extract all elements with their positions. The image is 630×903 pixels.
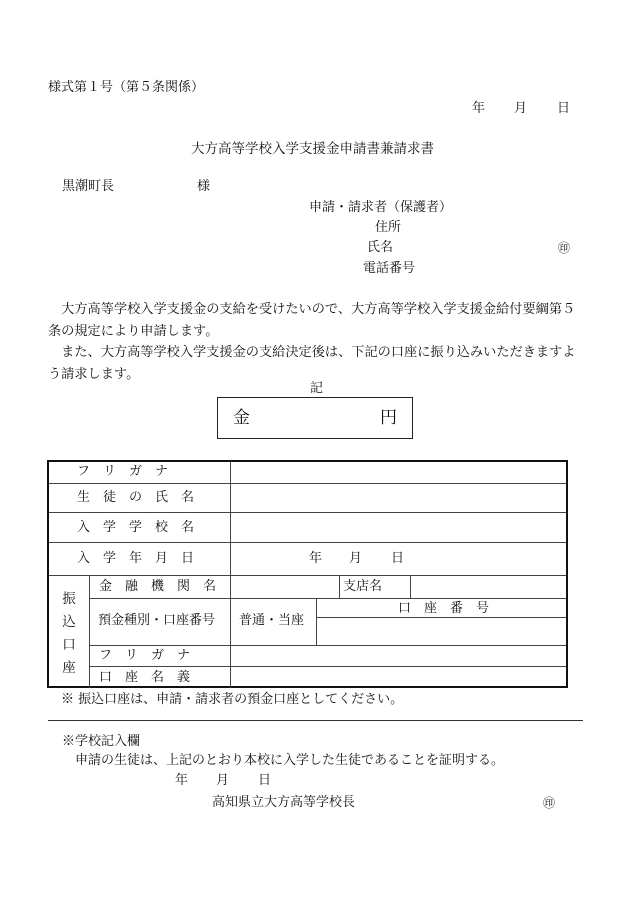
entry-month-label: 月 xyxy=(349,551,363,566)
furigana-label: フ リ ガ ナ xyxy=(77,464,169,479)
table-row-divider xyxy=(49,512,566,513)
school-section-heading: ※学校記入欄 xyxy=(62,734,141,749)
account-furigana-label: フ リ ガ ナ xyxy=(99,648,191,663)
applicant-phone-label: 電話番号 xyxy=(363,261,416,276)
principal-seal-mark: ㊞ xyxy=(543,796,556,810)
table-row-divider xyxy=(89,645,566,646)
principal-title: 高知県立大方高等学校長 xyxy=(212,795,356,810)
date-day-label: 日 xyxy=(557,101,571,116)
account-note: ※ 振込口座は、申請・請求者の預金口座としてください。 xyxy=(61,692,404,707)
applicant-heading: 申請・請求者（保護者） xyxy=(309,200,453,215)
ki-label: 記 xyxy=(310,381,324,396)
transfer-account-char: 口 xyxy=(62,637,76,653)
bank-name-label: 金 融 機 関 名 xyxy=(99,579,217,594)
section-divider xyxy=(48,720,583,721)
account-number-label: 口 座 番 号 xyxy=(398,601,490,616)
school-date-day-label: 日 xyxy=(258,773,272,788)
table-col-divider xyxy=(410,575,411,598)
entry-year-label: 年 xyxy=(309,551,323,566)
table-col-divider xyxy=(316,598,317,645)
entry-day-label: 日 xyxy=(391,551,405,566)
branch-name-label: 支店名 xyxy=(343,579,383,594)
amount-kin-label: 金 xyxy=(233,408,250,428)
transfer-account-char: 振 xyxy=(62,591,76,607)
applicant-name-label: 氏名 xyxy=(367,240,394,255)
school-name-label: 入 学 学 校 名 xyxy=(77,520,195,535)
table-row-divider xyxy=(89,598,566,599)
school-date-month-label: 月 xyxy=(216,773,230,788)
table-row-divider xyxy=(49,575,566,576)
body-paragraph-2 xyxy=(48,342,588,386)
document-title: 大方高等学校入学支援金申請書兼請求書 xyxy=(191,141,434,157)
addressee-honorific: 様 xyxy=(197,179,211,194)
transfer-account-char: 座 xyxy=(62,660,76,676)
entry-date-label: 入 学 年 月 日 xyxy=(77,551,195,566)
body-paragraph-2-text: また、大方高等学校入学支援金の支給決定後は、下記の口座に振り込みいただきますよう請求します。 xyxy=(48,345,576,382)
table-col-divider xyxy=(339,575,340,598)
applicant-seal-mark: ㊞ xyxy=(558,241,571,255)
school-statement: 申請の生徒は、上記のとおり本校に入学した生徒であることを証明する。 xyxy=(75,753,505,768)
table-row-divider xyxy=(49,483,566,484)
table-row-divider xyxy=(49,542,566,543)
account-holder-label: 口 座 名 義 xyxy=(99,670,191,685)
body-paragraph-1-text: 大方高等学校入学支援金の支給を受けたいので、大方高等学校入学支援金給付要綱第５条の規定により申請します。 xyxy=(48,302,576,339)
table-col-divider xyxy=(89,575,90,688)
addressee-name: 黒潮町長 xyxy=(62,179,115,194)
school-date-year-label: 年 xyxy=(175,773,189,788)
amount-box[interactable] xyxy=(217,397,413,439)
table-row-divider xyxy=(89,666,566,667)
applicant-address-label: 住所 xyxy=(375,220,402,235)
deposit-type-label: 預金種別・口座番号 xyxy=(98,613,216,628)
table-row-divider xyxy=(316,617,566,618)
table-col-divider xyxy=(230,462,231,688)
deposit-options-label: 普通・当座 xyxy=(239,613,305,628)
transfer-account-label xyxy=(62,588,76,680)
application-table xyxy=(47,460,568,688)
student-name-label: 生 徒 の 氏 名 xyxy=(77,490,195,505)
date-month-label: 月 xyxy=(514,101,528,116)
body-paragraph-1 xyxy=(48,299,588,343)
amount-en-label: 円 xyxy=(380,408,397,428)
transfer-account-char: 込 xyxy=(62,614,76,630)
date-year-label: 年 xyxy=(472,101,486,116)
form-id: 様式第１号（第５条関係） xyxy=(48,80,205,95)
